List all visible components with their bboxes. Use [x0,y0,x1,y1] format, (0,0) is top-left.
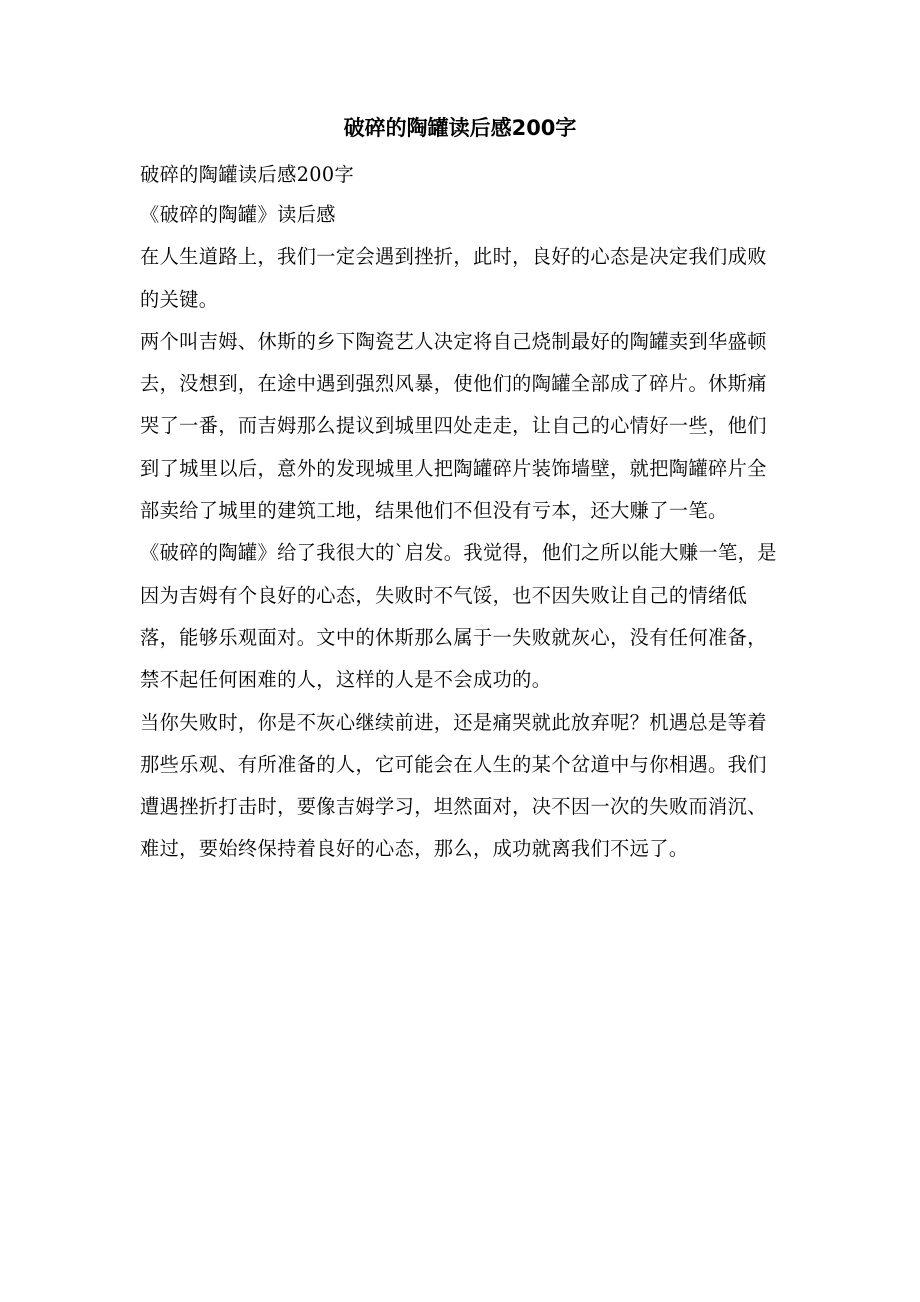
book-title-paragraph: 《破碎的陶罐》读后感 [140,203,336,226]
story-paragraph: 两个叫吉姆、休斯的乡下陶瓷艺人决定将自己烧制最好的陶罐卖到华盛顿去，没想到，在途中遇到强烈风暴，使他们的陶罐全部成了碎片。休斯痛哭了一番，而吉姆那么提议到城里四处走走，让自己的心情好一些，他们到了城里以后，意外的发现城里人把陶罐碎片装饰墙壁，就把陶罐碎片全部卖给了城里的建筑工地，结果他们不但没有亏本，还大赚了一笔。 [140,329,767,523]
reflection-paragraph: 《破碎的陶罐》给了我很大的`启发。我觉得，他们之所以能大赚一笔，是因为吉姆有个良好的心态，失败时不气馁，也不因失败让自己的情绪低落，能够乐观面对。文中的休斯那么属于一失败就灰心，没有任何准备，禁不起任何困难的人，这样的人是不会成功的。 [140,541,777,692]
document-body [140,156,780,871]
document-title: 破碎的陶罐读后感200字 [343,116,577,140]
intro-paragraph: 在人生道路上，我们一定会遇到挫折，此时，良好的心态是决定我们成败的关键。 [140,245,767,311]
subtitle-paragraph: 破碎的陶罐读后感200字 [140,163,355,186]
conclusion-paragraph: 当你失败时，你是不灰心继续前进，还是痛哭就此放弃呢？机遇总是等着那些乐观、有所准备的人，它可能会在人生的某个岔道中与你相遇。我们遭遇挫折打击时，要像吉姆学习，坦然面对，决不因一次的失败而消沉、难过，要始终保持着良好的心态，那么，成功就离我们不远了。 [140,710,767,861]
